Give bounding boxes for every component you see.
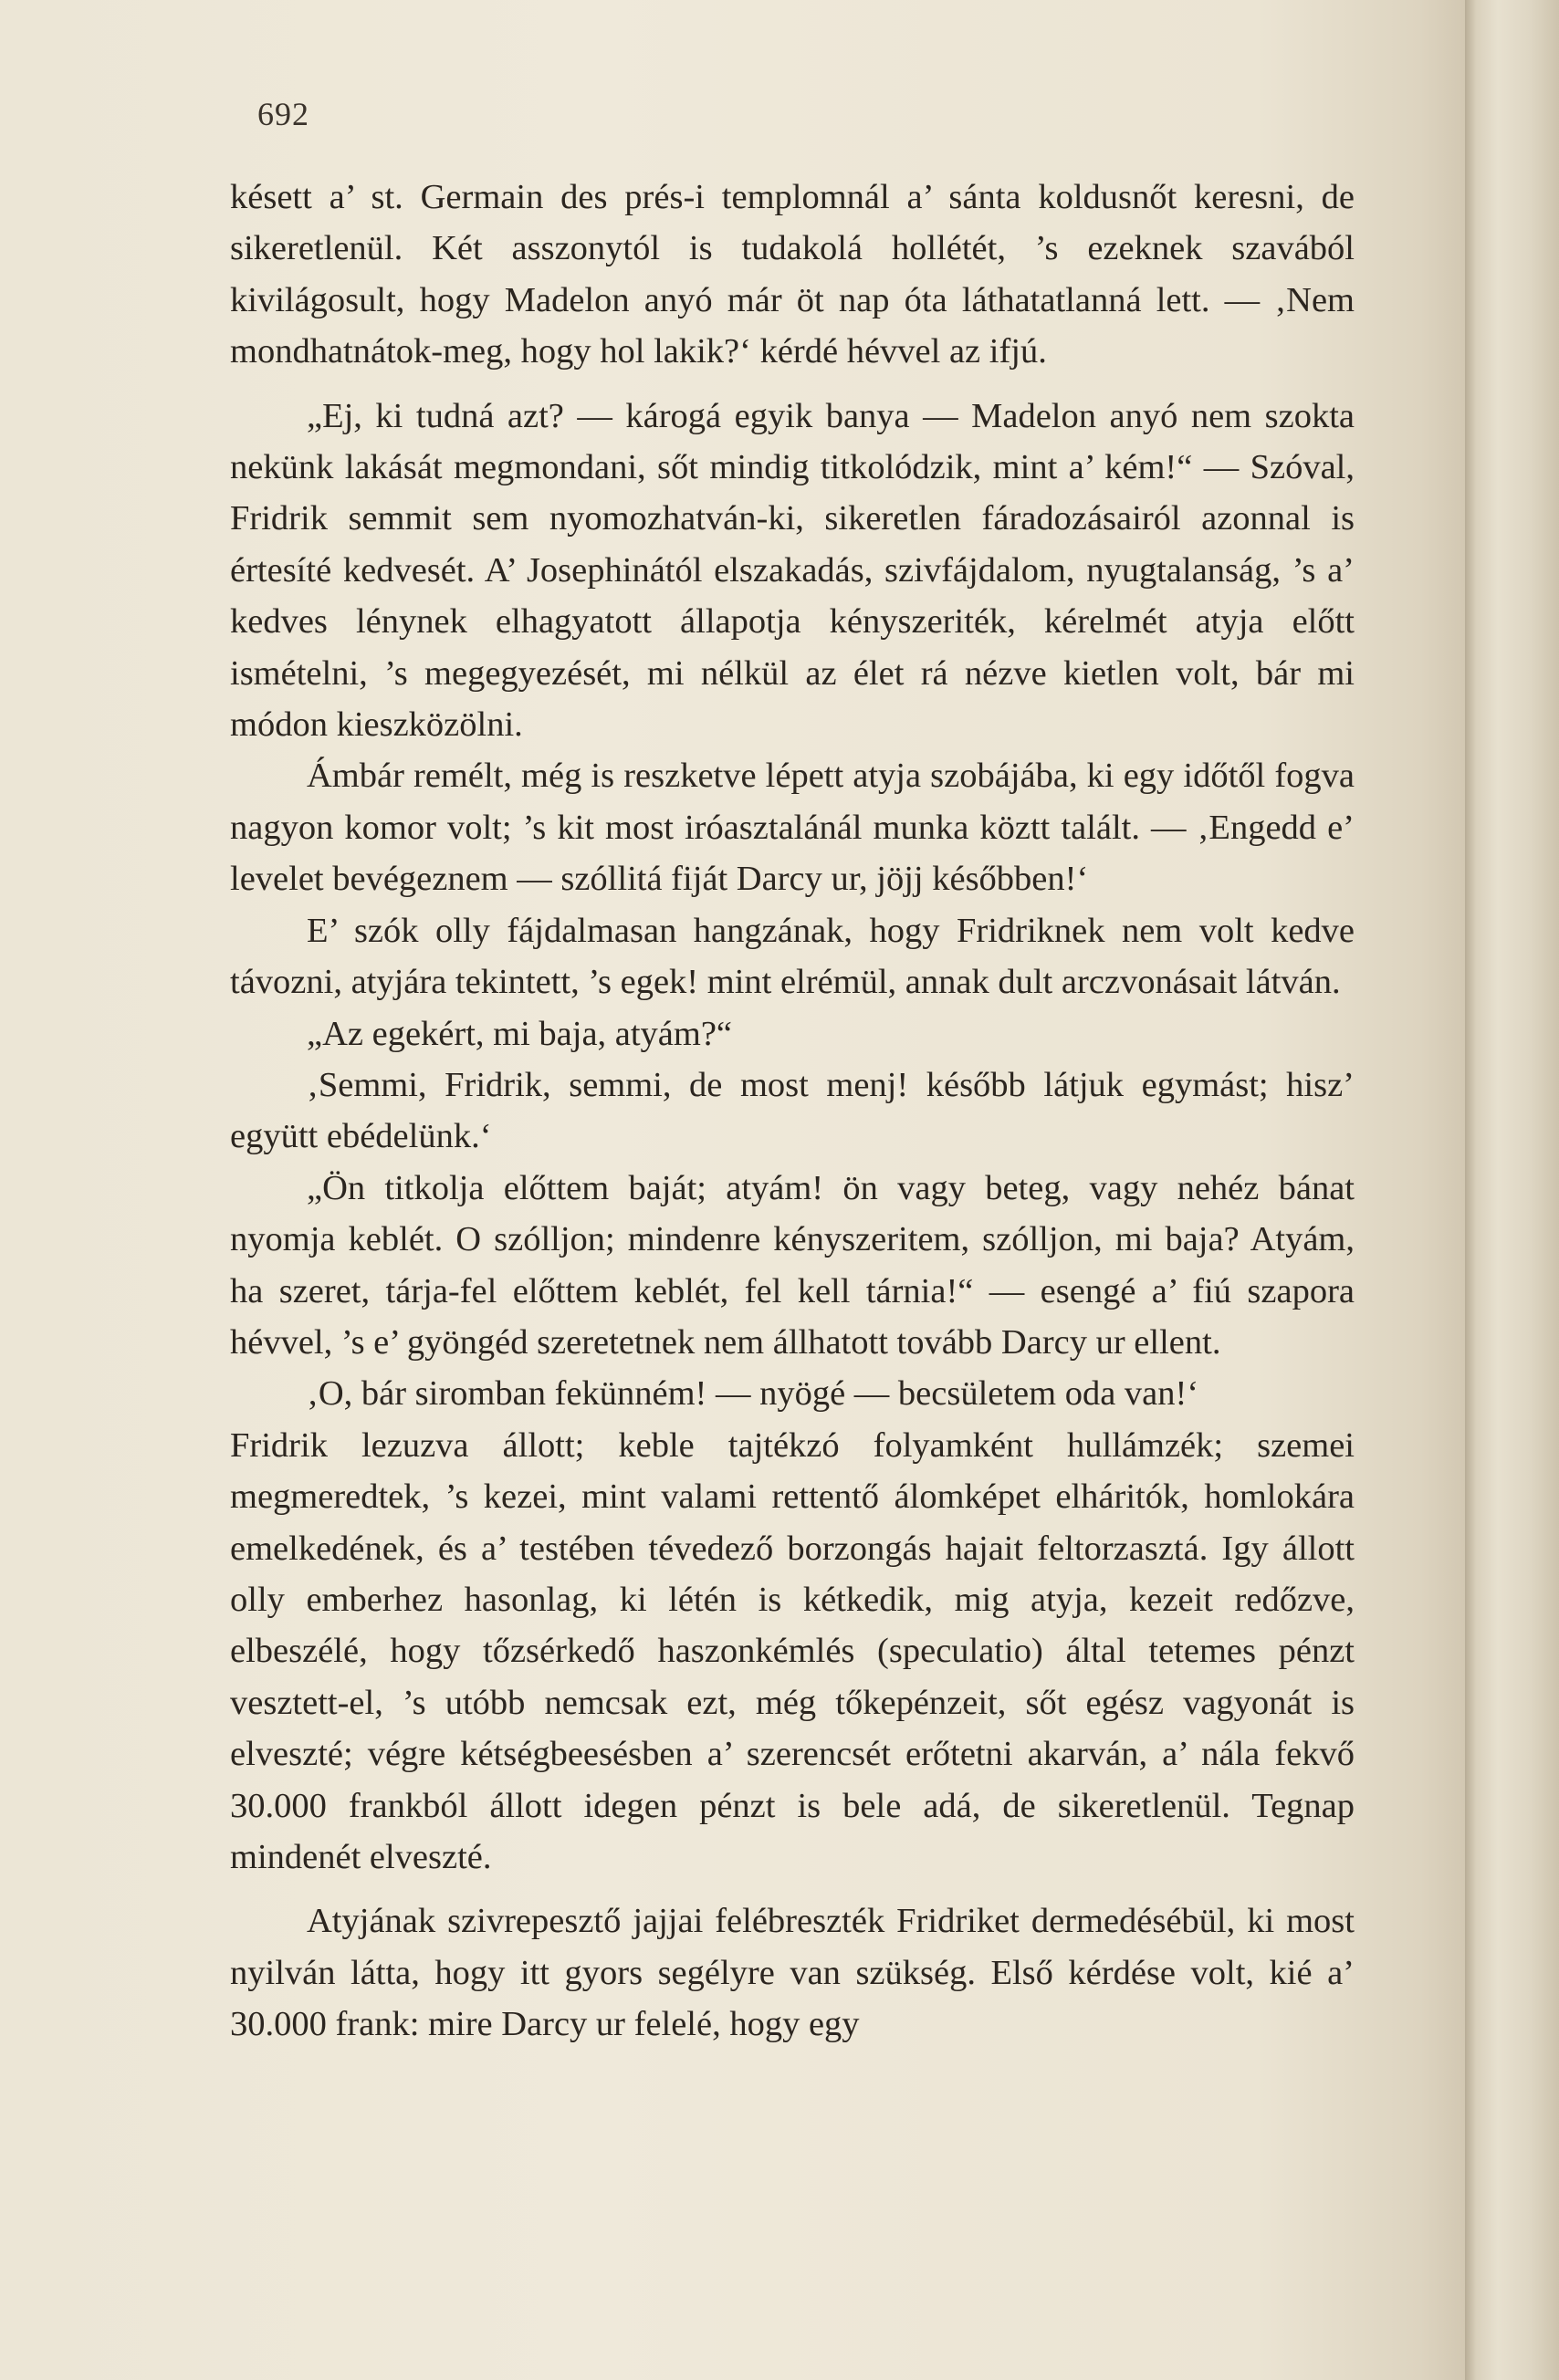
adjacent-page-edge: [1465, 0, 1559, 2380]
paragraph-4: E’ szók olly fájdalmasan hangzának, hogy Fridriknek nem volt kedve távozni, atyjára tekintett, ’s egek! mint elrémül, annak dult arczvonásait látván.: [230, 911, 1355, 1002]
body-text: [230, 172, 1355, 2051]
paragraph-8: ‚O, bár siromban fekünném! — nyögé — becsületem oda van!‘: [307, 1374, 1199, 1414]
paragraph-2: „Ej, ki tudná azt? — károgá egyik banya — Madelon anyó nem szokta nekünk lakását megmondani, sőt mindig titkolódzik, mint a’ kém!“ — Szóval, Fridrik semmit sem nyomozhatván-ki, sikeretlen fáradozásairól azonnal is értesíté kedvesét. A’ Josephinától elszakadás, szivfájdalom, nyugtalanság, ’s a’ kedves lénynek elhagyatott állapotja kényszeriték, kérelmét atyja előtt ismételni, ’s megegyezését, mi nélkül az élet rá nézve kietlen volt, bár mi módon kieszközölni.: [230, 396, 1355, 745]
paragraph-3: Ámbár remélt, még is reszketve lépett atyja szobájába, ki egy időtől fogva nagyon komor volt; ’s kit most iróasztalánál munka köztt talált. — ‚Engedd e’ levelet bevégeznem — szóllitá fiját Darcy ur, jöjj későbben!‘: [230, 757, 1355, 899]
paragraph-5: „Az egekért, mi baja, atyám?“: [307, 1014, 733, 1053]
paragraph-9: Fridrik lezuzva állott; keble tajtékzó folyamként hullámzék; szemei megmeredtek, ’s kezei, mint valami rettentő álomképet elháritók, homlokára emelkedének, és a’ testében tévedező borzongás hajait feltorzasztá. Igy állott olly emberhez hasonlag, ki létén is kétkedik, mig atyja, kezeit redőzve, elbeszélé, hogy tőzsérkedő haszonkémlés (speculatio) által tetemes pénzt vesztett-el, ’s utóbb nemcsak ezt, még tőkepénzeit, sőt egész vagyonát is elveszté; végre kétségbeesésben a’ szerencsét erőtetni akarván, a’ nála fekvő 30.000 frankból állott idegen pénzt is bele adá, de sikeretlenül. Tegnap mindenét elveszté.: [230, 1425, 1355, 1876]
page-number: 692: [257, 96, 309, 132]
paragraph-10: Atyjának szivrepesztő jajjai felébreszték Fridriket dermedésébül, ki most nyilván látta, hogy itt gyors segélyre van szükség. Első kérdése volt, kié a’ 30.000 frank: mire Darcy ur felelé, hogy egy: [230, 1902, 1355, 2044]
paragraph-7: „Ön titkolja előttem baját; atyám! ön vagy beteg, vagy nehéz bánat nyomja keblét. O szólljon; mindenre kényszeritem, szólljon, mi baja? Atyám, ha szeret, tárja-fel előttem keblét, fel kell tárnia!“ — esengé a’ fiú szapora hévvel, ’s e’ gyöngéd szeretetnek nem állhatott tovább Darcy ur ellent.: [230, 1168, 1355, 1362]
paragraph-6: ‚Semmi, Fridrik, semmi, de most menj! később látjuk egymást; hisz’ együtt ebédelünk.‘: [230, 1065, 1355, 1156]
paragraph-1: késett a’ st. Germain des prés-i templomnál a’ sánta koldusnőt keresni, de sikeretlenül. Két asszonytól is tudakolá hollétét, ’s ezeknek szavából kivilágosult, hogy Madelon anyó már öt nap óta láthatatlanná lett. — ‚Nem mondhatnátok-meg, hogy hol lakik?‘ kérdé hévvel az ifjú.: [230, 178, 1355, 371]
